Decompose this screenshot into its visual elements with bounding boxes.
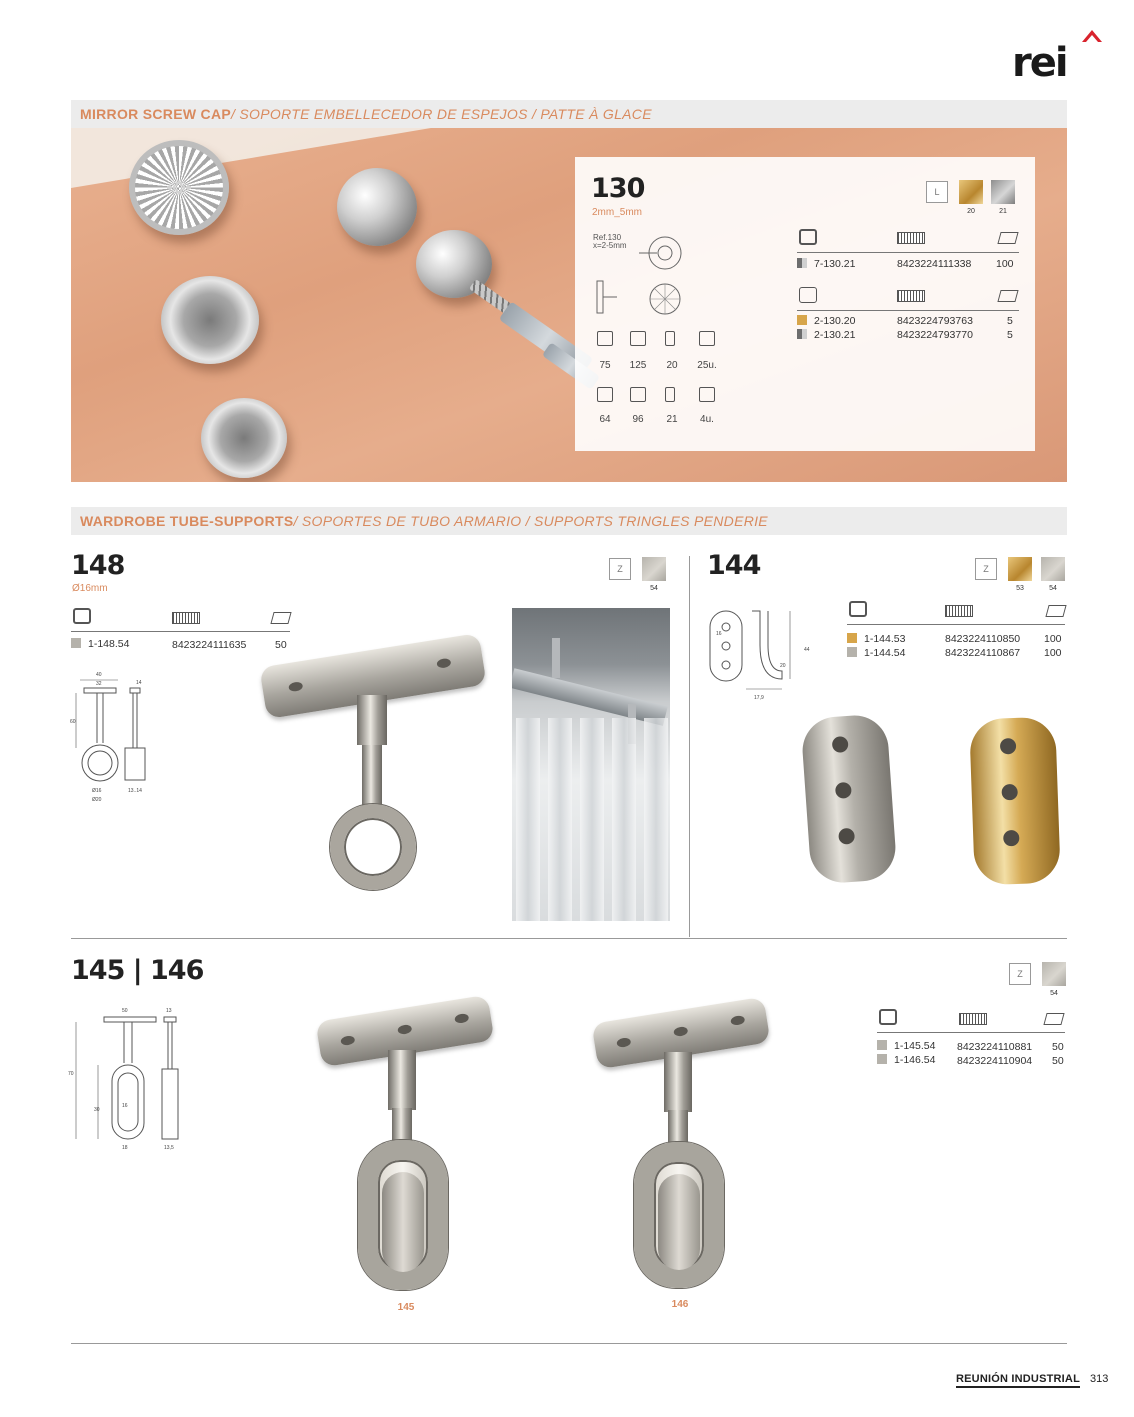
dim-s: 13..14 (128, 788, 142, 794)
section-title-main: MIRROR SCREW CAP (80, 106, 232, 122)
box-icon (270, 612, 291, 624)
product-card-130 (575, 157, 1035, 451)
dim-t: 13 (166, 1008, 172, 1014)
dim-in: 16 (122, 1103, 128, 1109)
caption-146: 146 (671, 1299, 689, 1310)
ref-cell: 1-145.54 (894, 1040, 936, 1052)
table-148-row-1 (71, 638, 129, 650)
caption-145: 145 (397, 1302, 415, 1313)
ean-cell: 8423224110850 (945, 633, 1021, 645)
screw-hole (288, 681, 303, 692)
cap-screw-base (201, 398, 287, 478)
ean-cell: 8423224110867 (945, 647, 1021, 659)
curtain-fold (580, 718, 604, 921)
bracket-nickel-144 (800, 713, 897, 885)
box-icon (997, 290, 1018, 302)
ean-cell: 8423224793770 (897, 329, 973, 341)
table-145-header (877, 1007, 1065, 1033)
bag-icon (597, 387, 613, 402)
ean-cell: 8423224793763 (897, 315, 973, 327)
section-divider (71, 938, 1067, 939)
box-icon (997, 232, 1018, 244)
qty-cell: 100 (996, 258, 1014, 270)
qty-top-3: 20 (666, 360, 678, 371)
finish-swatch-nickel-144 (1041, 557, 1065, 581)
screw-hole (340, 1035, 355, 1046)
ref-cell: 2-130.21 (814, 329, 856, 341)
finish-code-53: 53 (1016, 585, 1024, 592)
dim-w: 50 (122, 1008, 128, 1014)
qty-top-2: 125 (629, 360, 647, 371)
ref-note: Ref.130 (593, 233, 622, 242)
page-number: 313 (1090, 1373, 1109, 1385)
stem-upper-148 (357, 695, 387, 745)
qty-bottom-3: 21 (666, 414, 678, 425)
blister-icon (597, 331, 613, 346)
barcode-icon (172, 612, 200, 624)
table1-header (797, 227, 1019, 253)
bracket-hole (1001, 784, 1018, 801)
product-number-144: 144 (707, 550, 761, 581)
blister-pack-icon (73, 608, 91, 624)
qty-bottom-2: 96 (632, 414, 644, 425)
footer-brand: REUNIÓN INDUSTRIAL (956, 1373, 1080, 1388)
finish-code-21: 21 (999, 208, 1007, 215)
chip-chrome (797, 258, 807, 268)
finish-letter-box-144: Z (975, 558, 997, 580)
qty-cell: 50 (275, 639, 287, 651)
chip-gold (847, 633, 857, 643)
table-145-row-2 (877, 1054, 935, 1066)
table-148-header (71, 606, 290, 632)
finish-swatch-gold (959, 180, 983, 204)
finish-swatch-chrome (991, 180, 1015, 204)
brand-logo (1012, 28, 1104, 82)
screw-hole (436, 658, 451, 669)
product-number-145-146: 145 | 146 (71, 955, 204, 986)
qty-cell: 5 (1007, 315, 1013, 327)
curtain-fold (548, 718, 572, 921)
screw-hole (673, 1026, 688, 1037)
finish-letter-box-148: Z (609, 558, 631, 580)
curtain-fold (644, 718, 668, 921)
tube-ring-148 (330, 804, 416, 890)
oval-inner (382, 1172, 424, 1272)
barcode-icon (897, 232, 925, 244)
dim-d2: Ø20 (92, 797, 102, 803)
table-144-row-2 (847, 647, 905, 659)
barcode-icon (897, 290, 925, 302)
bracket-hole (835, 782, 852, 799)
ean-cell: 8423224110904 (957, 1055, 1033, 1067)
stem-upper-146 (664, 1052, 692, 1112)
ref-cell: 1-144.54 (864, 647, 906, 659)
bracket-hole (838, 828, 855, 845)
stem-upper-145 (388, 1050, 416, 1110)
dim-w: 40 (96, 672, 102, 678)
oval-ring-145 (358, 1140, 448, 1290)
ref-cell: 7-130.21 (814, 258, 856, 270)
cap-open-base (161, 276, 259, 364)
ean-cell: 8423224111635 (172, 639, 247, 651)
dim-b: 18 (122, 1145, 128, 1151)
table1-row-1 (797, 258, 855, 270)
oval-ring-146 (634, 1142, 724, 1288)
dim-t: 14 (136, 680, 142, 686)
ref-cell: 1-146.54 (894, 1054, 936, 1066)
blister-pack-icon (799, 229, 817, 245)
finish-letter-box: L (926, 181, 948, 203)
dim-h2: 30 (94, 1107, 100, 1113)
bracket-hole (1003, 830, 1020, 847)
hang-icon (665, 387, 675, 402)
chip-gold (797, 315, 807, 325)
finish-swatch-gold-144 (1008, 557, 1032, 581)
logo-mark-icon (1012, 28, 1104, 82)
ean-cell: 8423224110881 (957, 1041, 1033, 1053)
section-title-rest: / SOPORTES DE TUBO ARMARIO / SUPPORTS TRINGLES PENDERIE (293, 513, 768, 529)
qty-cell: 100 (1044, 633, 1062, 645)
blister-pack-icon (879, 1009, 897, 1025)
cap-decorative-top (129, 140, 229, 235)
screw-hole (730, 1015, 745, 1026)
screw-hole (616, 1037, 631, 1048)
curtain-fold (516, 718, 540, 921)
technical-drawing-144 (706, 605, 816, 705)
barcode-icon (959, 1013, 987, 1025)
table-144-header (847, 599, 1065, 625)
box-narrow-icon (665, 331, 675, 346)
box-small-icon (630, 331, 646, 346)
table2-row-2 (797, 329, 855, 341)
blister-pack-icon (849, 601, 867, 617)
mirror-side-drawing (593, 277, 623, 317)
box-icon (1045, 605, 1066, 617)
oval-inner (658, 1174, 700, 1270)
technical-drawing-145 (68, 1003, 198, 1153)
chip-nickel (71, 638, 81, 648)
chip-nickel (847, 647, 857, 657)
bag-pack-icon (799, 287, 817, 303)
section-title-rest: / SOPORTE EMBELLECEDOR DE ESPEJOS / PATTE À GLACE (231, 106, 652, 122)
table2-row-1 (797, 315, 855, 327)
box-unit-icon (699, 331, 715, 346)
product-size: 2mm_5mm (592, 207, 643, 218)
dim-h2: 20 (780, 663, 786, 669)
qty-cell: 5 (1007, 329, 1013, 341)
logo-text: rei (1012, 40, 1067, 82)
qty-cell: 100 (1044, 647, 1062, 659)
qty-bottom-1: 64 (599, 414, 611, 425)
screw-hole (454, 1013, 469, 1024)
column-divider (689, 556, 690, 937)
qty-cell: 50 (1052, 1055, 1064, 1067)
screw-hole (397, 1024, 412, 1035)
barcode-icon (945, 605, 973, 617)
finish-code-148: 54 (650, 585, 658, 592)
bag-large-icon (630, 387, 646, 402)
bag-unit-icon (699, 387, 715, 402)
dim-w2: 32 (96, 681, 102, 687)
footer-divider (71, 1343, 1067, 1344)
technical-drawing-148 (70, 668, 160, 808)
cap-threaded-cup (337, 168, 417, 246)
product-number: 130 (591, 173, 645, 204)
finish-letter-box-145: Z (1009, 963, 1031, 985)
bracket-hole (1000, 738, 1017, 755)
ean-cell: 8423224111338 (897, 258, 972, 270)
qty-top-4: 25u. (697, 360, 717, 371)
curtain-fold (612, 718, 636, 921)
ref-note-2: x=2-5mm (593, 241, 627, 250)
wardrobe-application-photo (512, 608, 670, 921)
dim-h: 60 (70, 719, 76, 725)
ref-cell: 2-130.20 (814, 315, 856, 327)
ref-cell: 1-148.54 (88, 638, 130, 650)
table2-header (797, 285, 1019, 311)
product-number-148: 148 (71, 550, 125, 581)
finish-swatch-nickel-145 (1042, 962, 1066, 986)
chip-nickel (877, 1054, 887, 1064)
table-144-row-1 (847, 633, 905, 645)
bracket-gold-144 (969, 717, 1061, 886)
dim-b2: 13,5 (164, 1145, 174, 1151)
finish-code-145: 54 (1050, 990, 1058, 997)
section-header-mirror-cap (71, 100, 1067, 128)
section-title-main: WARDROBE TUBE-SUPPORTS (80, 513, 294, 529)
dim-d: Ø16 (92, 788, 102, 794)
dim-b: 17,9 (754, 695, 764, 701)
finish-code-20: 20 (967, 208, 975, 215)
chip-nickel (877, 1040, 887, 1050)
table-145-row-1 (877, 1040, 935, 1052)
finish-swatch-nickel-148 (642, 557, 666, 581)
product-size-148: Ø16mm (72, 583, 108, 594)
section-header-tube-supports (71, 507, 1067, 535)
dim-h: 70 (68, 1071, 74, 1077)
qty-cell: 50 (1052, 1041, 1064, 1053)
support-bracket (552, 638, 560, 678)
ref-cell: 1-144.53 (864, 633, 906, 645)
qty-bottom-4: 4u. (700, 414, 714, 425)
qty-top-1: 75 (599, 360, 611, 371)
chip-chrome (797, 329, 807, 339)
dim-w: 16 (716, 631, 722, 637)
finish-code-54: 54 (1049, 585, 1057, 592)
cap-technical-drawing (635, 231, 695, 341)
dim-h1: 44 (804, 647, 810, 653)
box-icon (1043, 1013, 1064, 1025)
bracket-hole (832, 736, 849, 753)
